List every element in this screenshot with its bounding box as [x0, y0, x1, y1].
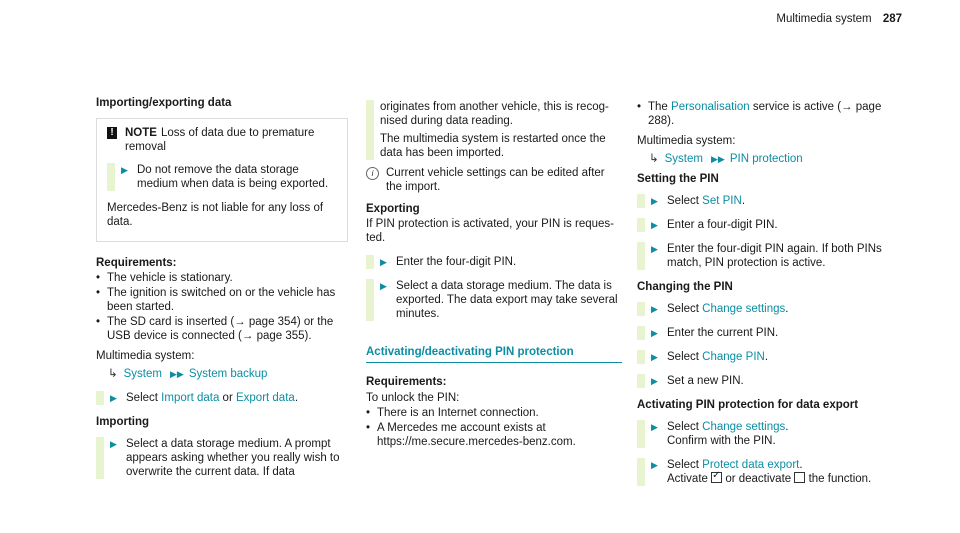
- activate-step-1: ▶ Select Change settings. Confirm with the PIN.: [637, 420, 895, 448]
- path-system-backup: System backup: [188, 368, 268, 380]
- period: .: [294, 392, 299, 404]
- change-settings-link: Change settings: [702, 421, 786, 433]
- activate-word: Activate: [667, 473, 708, 485]
- exporting-text: If PIN protection is activated, your PIN is requested.: [366, 218, 615, 244]
- set-step-2: [637, 218, 895, 232]
- step-arrow-icon: ▶: [651, 460, 658, 470]
- personalisation-link: Personalisation: [671, 101, 750, 113]
- info-text: Current vehicle settings can be edited after the import.: [386, 167, 605, 193]
- import-data-link: Import data: [161, 392, 220, 404]
- list-item: • A Mercedes me account exists at https://me.secure.mercedes-benz.com.: [366, 421, 622, 449]
- note-title-text: Loss of data due to premature removal: [125, 127, 315, 153]
- or-word: or: [222, 392, 233, 404]
- step-arrow-icon: ▶: [651, 220, 658, 230]
- multimedia-label: Multimedia system:: [637, 135, 736, 147]
- export-step-1-text: Enter the four-digit PIN.: [396, 256, 517, 268]
- changing-pin-heading: Changing the PIN: [637, 281, 733, 293]
- activating-pin-heading: Activating PIN protection for data export: [637, 399, 859, 411]
- step-bar: [107, 163, 115, 191]
- return-arrow-icon: ↳: [649, 153, 659, 165]
- step-bar: [637, 420, 645, 448]
- change-step-3: ▶ Select Change PIN.: [637, 350, 895, 364]
- page-number: 287: [882, 13, 902, 25]
- column-3: [637, 100, 895, 496]
- step-bar: [637, 326, 645, 340]
- export-step-2: [366, 279, 622, 321]
- step-bar: [366, 279, 374, 321]
- column-2: [366, 100, 622, 455]
- cont-text-1: originates from another vehicle, this is recognised during data reading.: [380, 101, 609, 127]
- step-arrow-icon: ▶: [651, 422, 658, 432]
- double-chevron-icon: ▶▶: [169, 369, 184, 379]
- change-step-2: [637, 326, 895, 340]
- path-pin-protection: PIN protection: [729, 153, 803, 165]
- step-arrow-icon: ▶: [651, 196, 658, 206]
- activate-step-2: ▶ Select Protect data export. Activate ✓ or deactivate the function.: [637, 458, 895, 486]
- double-chevron-icon: ▶▶: [710, 154, 725, 164]
- step-bar: [96, 391, 104, 405]
- export-step-1: [366, 255, 622, 269]
- change-step-4-text: Set a new PIN.: [667, 375, 744, 387]
- unlock-text: To unlock the PIN:: [366, 392, 460, 404]
- step-arrow-icon: ▶: [651, 328, 658, 338]
- step-bar: [637, 218, 645, 232]
- header-title: Multimedia system: [776, 13, 872, 25]
- select-word: Select: [667, 351, 699, 363]
- list-item: • The SD card is inserted (→ page 354) or the USB device is connected (→ page 355).: [96, 315, 348, 343]
- step-bar: [637, 350, 645, 364]
- importing-heading: Importing: [96, 416, 150, 428]
- export-data-link: Export data: [235, 392, 295, 404]
- step-arrow-icon: ▶: [110, 439, 117, 449]
- info-note: [366, 166, 622, 194]
- step-arrow-icon: ▶: [121, 165, 128, 175]
- return-arrow-icon: ↳: [108, 368, 118, 380]
- note-step: [107, 163, 337, 191]
- list-item: [637, 100, 895, 128]
- info-icon: i: [366, 167, 379, 180]
- step-bar: [366, 255, 374, 269]
- export-step-2-text: Select a data storage medium. The data is exported. The data export may take several minutes.: [396, 280, 618, 320]
- change-step-4: [637, 374, 895, 388]
- select-word: Select: [667, 303, 699, 315]
- select-word: Select: [667, 421, 699, 433]
- requirements-list: [96, 271, 348, 343]
- list-item: • The vehicle is stationary.: [96, 271, 348, 285]
- requirements-heading: Requirements:: [366, 376, 447, 388]
- set-step-3: [637, 242, 895, 270]
- select-word: Select: [667, 195, 699, 207]
- confirm-text: Confirm with the PIN.: [667, 435, 776, 447]
- set-step-1: ▶ Select Set PIN.: [637, 194, 895, 208]
- step-bar: [96, 437, 104, 479]
- list-item: • There is an Internet connection.: [366, 406, 622, 420]
- page-header: [776, 12, 902, 26]
- function-text: the function.: [808, 473, 872, 485]
- change-settings-link: Change settings: [702, 303, 786, 315]
- section-title-pin: Activating/deactivating PIN protection: [366, 345, 622, 363]
- import-step: [96, 437, 348, 479]
- requirements-list: [366, 406, 622, 449]
- protect-data-export-link: Protect data export: [702, 459, 800, 471]
- heading-importing-exporting: Importing/exporting data: [96, 97, 232, 109]
- checked-checkbox-icon: [711, 472, 722, 483]
- step-bar: [637, 194, 645, 208]
- deactivate-word: or deactivate: [725, 473, 792, 485]
- step-bar: [637, 302, 645, 316]
- warning-icon: !: [107, 127, 117, 139]
- bullet-post: service is active (→ page 288).: [648, 101, 882, 127]
- menu-path: [108, 367, 348, 381]
- menu-path: [649, 152, 895, 166]
- step-bar: [637, 374, 645, 388]
- change-step-2-text: Enter the current PIN.: [667, 327, 779, 339]
- step-arrow-icon: ▶: [380, 257, 387, 267]
- select-word: Select: [667, 459, 699, 471]
- path-system: System: [664, 153, 703, 165]
- list-item: • The ignition is switched on or the vehicle has been started.: [96, 286, 348, 314]
- exporting-heading: Exporting: [366, 203, 420, 215]
- setting-pin-heading: Setting the PIN: [637, 173, 719, 185]
- note-text: Mercedes-Benz is not liable for any loss of data.: [107, 202, 324, 228]
- change-step-1: ▶ Select Change settings.: [637, 302, 895, 316]
- set-step-3-text: Enter the four-digit PIN again. If both PINs match, PIN protection is active.: [667, 243, 882, 269]
- step-arrow-icon: ▶: [651, 376, 658, 386]
- select-step: [96, 391, 348, 405]
- set-pin-link: Set PIN: [702, 195, 742, 207]
- import-step-text: Select a data storage medium. A prompt appears asking whether you really wish to overwrite the current data. If data: [126, 438, 340, 478]
- change-pin-link: Change PIN: [702, 351, 765, 363]
- step-bar: [637, 242, 645, 270]
- requirements-list-cont: [637, 100, 895, 128]
- step-arrow-icon: ▶: [380, 281, 387, 291]
- note-step-text: Do not remove the data storage medium when data is being exported.: [137, 164, 329, 190]
- requirements-heading: Requirements:: [96, 257, 177, 269]
- multimedia-label: Multimedia system:: [96, 350, 195, 362]
- path-system: System: [123, 368, 162, 380]
- note-title: NOTE: [125, 127, 157, 139]
- continued-step: [366, 100, 622, 160]
- step-arrow-icon: ▶: [651, 352, 658, 362]
- step-arrow-icon: ▶: [110, 393, 117, 403]
- step-arrow-icon: ▶: [651, 244, 658, 254]
- note-header: [107, 126, 337, 154]
- unchecked-checkbox-icon: [794, 472, 805, 483]
- cont-text-2: The multimedia system is restarted once the data has been imported.: [380, 133, 606, 159]
- step-bar: [637, 458, 645, 486]
- column-1: [96, 96, 348, 489]
- bullet-pre: The: [648, 101, 668, 113]
- note-box: [96, 118, 348, 242]
- set-step-2-text: Enter a four-digit PIN.: [667, 219, 778, 231]
- select-word: Select: [126, 392, 158, 404]
- step-arrow-icon: ▶: [651, 304, 658, 314]
